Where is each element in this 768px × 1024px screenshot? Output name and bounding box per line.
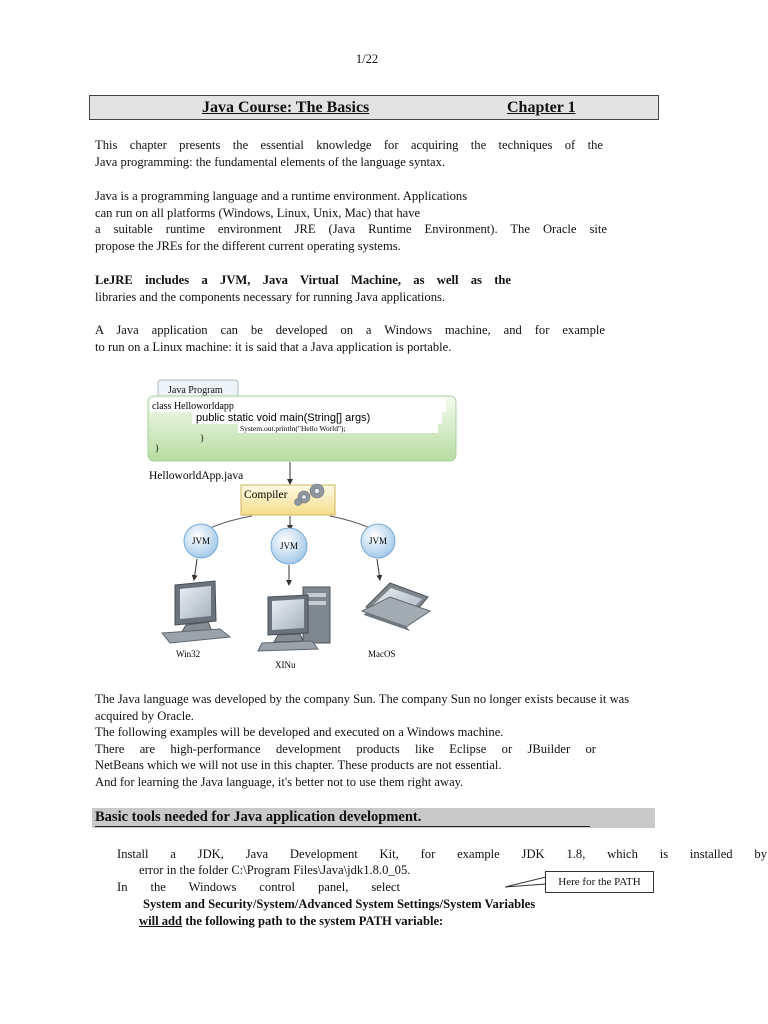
jvm-bubble-right bbox=[361, 524, 395, 558]
jvm-label: JVM bbox=[368, 536, 388, 546]
code-line: class Helloworldapp bbox=[152, 401, 234, 412]
history-line: There are high-performance development products like Eclipse or JBuilder or bbox=[95, 741, 596, 756]
jvm-bubble-left bbox=[184, 524, 218, 558]
code-box bbox=[148, 396, 456, 461]
history-line: NetBeans which we will not use in this chapter. These products are not essential. bbox=[95, 758, 502, 773]
jvm-bubble-middle bbox=[271, 528, 307, 564]
path-callout: Here for the PATH bbox=[545, 871, 654, 893]
chapter-title-box bbox=[89, 95, 659, 120]
java-line: a suitable runtime environment JRE (Java Runtime Environment). The Oracle site bbox=[95, 222, 607, 237]
java-program-tab bbox=[158, 380, 238, 398]
will-add-text: will add bbox=[139, 914, 183, 928]
jvm-label: JVM bbox=[191, 536, 211, 546]
java-line: can run on all platforms (Windows, Linux, Unix, Mac) that have bbox=[95, 205, 421, 220]
portable-line: to run on a Linux machine: it is said that a Java application is portable. bbox=[95, 339, 452, 354]
install-line-3-wrap bbox=[117, 879, 400, 896]
desktop-tower-icon bbox=[258, 587, 330, 651]
code-line: } bbox=[155, 443, 160, 453]
history-line: The Java language was developed by the company Sun. The company Sun no longer exists because it was bbox=[95, 692, 630, 706]
desktop-monitor-icon bbox=[162, 581, 230, 643]
history-paragraph bbox=[95, 691, 755, 791]
install-line: Install a JDK, Java Development Kit, for example JDK 1.8, which is installed by bbox=[117, 847, 767, 861]
section-underline bbox=[95, 826, 590, 827]
java-paragraph bbox=[95, 188, 607, 254]
install-line: System and Security/System/Advanced System Settings/System Variables bbox=[143, 897, 536, 911]
target-label-macos: MacOS bbox=[368, 649, 396, 659]
chapter-label: Chapter 1 bbox=[507, 99, 576, 116]
java-line: propose the JREs for the different current operating systems. bbox=[95, 238, 401, 253]
compiler-label: Compiler bbox=[244, 489, 288, 501]
section-heading: Basic tools needed for Java application development. bbox=[95, 809, 422, 825]
java-line: Java is a programming language and a runtime environment. Applications bbox=[95, 189, 468, 203]
jre-line: libraries and the components necessary for running Java applications. bbox=[95, 289, 446, 304]
intro-line: Java programming: the fundamental elements of the language syntax. bbox=[95, 154, 446, 169]
jvm-label: JVM bbox=[279, 541, 299, 551]
install-line-1-wrap bbox=[117, 846, 767, 863]
target-label-xinu: XINu bbox=[275, 660, 296, 670]
jre-paragraph bbox=[95, 272, 511, 305]
compiler-box bbox=[241, 484, 335, 515]
portable-line: A Java application can be developed on a Windows machine, and for example bbox=[95, 323, 605, 337]
code-line: System.out.println("Hello World"); bbox=[240, 424, 346, 433]
jre-line: LeJRE includes a JVM, Java Virtual Machine, as well as the bbox=[95, 273, 511, 287]
install-line: error in the folder C:\Program Files\Java\jdk1.8.0_05. bbox=[139, 863, 411, 877]
portable-paragraph bbox=[95, 322, 605, 355]
code-line: } bbox=[200, 433, 205, 443]
java-portability-diagram bbox=[140, 375, 470, 675]
path-instruction-text: the following path to the system PATH variable: bbox=[182, 914, 444, 928]
page-number: 1/22 bbox=[355, 52, 379, 66]
history-line: The following examples will be developed and executed on a Windows machine. bbox=[95, 725, 504, 740]
section-heading-band bbox=[92, 808, 655, 828]
install-line: In the Windows control panel, select bbox=[117, 880, 400, 894]
laptop-icon bbox=[362, 583, 430, 631]
callout-pointer bbox=[505, 876, 547, 890]
install-line-5 bbox=[139, 913, 443, 930]
intro-paragraph bbox=[95, 137, 603, 170]
history-line: acquired by Oracle. bbox=[95, 708, 194, 723]
code-line: public static void main(String[] args) bbox=[196, 412, 371, 424]
course-title: Java Course: The Basics bbox=[202, 99, 370, 116]
source-file-label: HelloworldApp.java bbox=[149, 470, 244, 482]
java-program-tab-label: Java Program bbox=[168, 385, 223, 396]
intro-line: This chapter presents the essential knowledge for acquiring the techniques of the bbox=[95, 138, 603, 152]
arrow-to-win32 bbox=[194, 559, 197, 580]
target-label-win32: Win32 bbox=[176, 649, 201, 659]
history-line: And for learning the Java language, it's better not to use them right away. bbox=[95, 774, 464, 789]
arrow-to-macos bbox=[377, 559, 380, 580]
